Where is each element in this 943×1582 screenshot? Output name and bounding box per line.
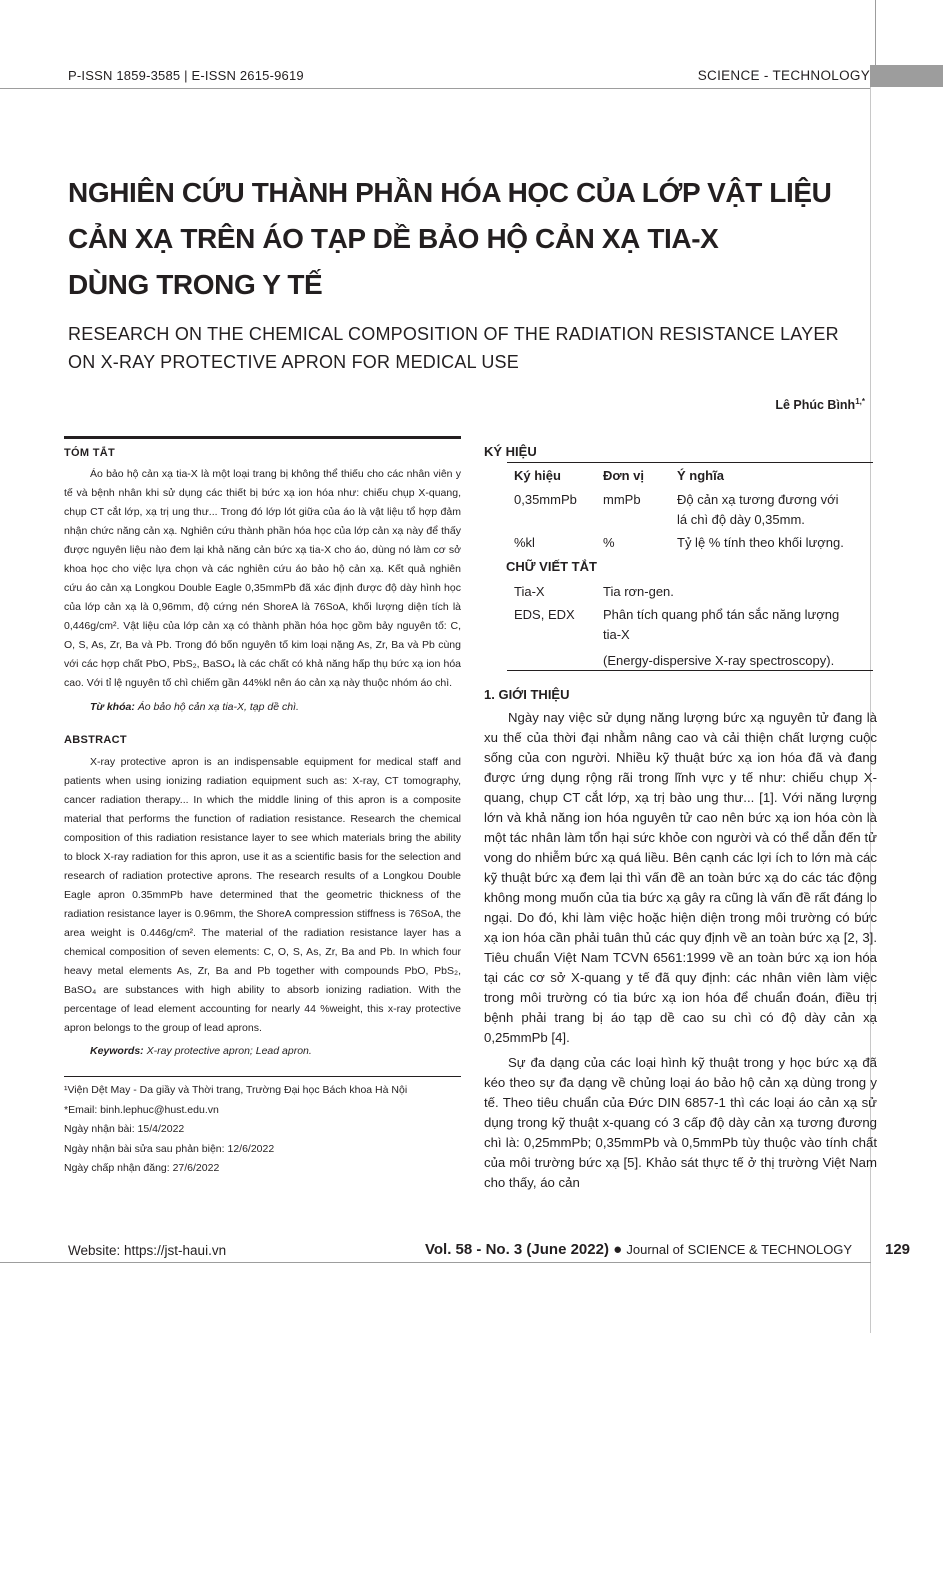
keywords-vi-label: Từ khóa: — [90, 701, 135, 713]
keywords-en-value: X-ray protective apron; Lead apron. — [146, 1045, 312, 1057]
title-en-line: ON X-RAY PROTECTIVE APRON FOR MEDICAL USE — [68, 352, 519, 372]
footnote-received: Ngày nhận bài: 15/4/2022 — [64, 1123, 185, 1135]
abstract-en-text: X-ray protective apron is an indispensable equipment for medical staff and patients when using ionizing radiation equipment such as: X-ray, CT tomography, cancer radiation therapy... In which the middle lining of this apron is a composite material that performs the function of radiation resistance. Research the chemical composition of this radiation resistance layer to see which materials bring the ability to block X-ray radiation for this apron, use it as a scientific basis for the selection and research of radiation protective aprons. The research results of a Longkou Double Eagle apron 0.35mmPb have determined that the geometric thickness of the radiation resistance layer is 0.96mm, the ShoreA compression stiffness is 76SoA, the area weight is 0.446g/cm². The material of the radiation resistance layer has a chemical composition of seven elements: C, O, S, As, Zr, Ba and Pb. In which four heavy metal elements As, Zr, Ba and Pb together with compounds PbO, PbS₂, BaSO₄ are substances with high ability to absorb ionizing radiation. With the percentage of lead element accounting for nearly 44 %weight, this x-ray protective apron belongs to the group of lead aprons. — [64, 756, 461, 1034]
author — [775, 397, 865, 412]
title-english — [68, 320, 848, 376]
footnote-affiliation: ¹Viện Dệt May - Da giầy và Thời trang, Trường Đại học Bách khoa Hà Nội — [64, 1084, 408, 1096]
footer-journal — [425, 1241, 852, 1258]
footer-journal-pre: Journal of — [626, 1242, 684, 1257]
keywords-en-label: Keywords: — [90, 1045, 144, 1057]
symbols-table-rule — [507, 462, 873, 463]
abbr-meaning-line: tia-X — [603, 627, 630, 642]
author-affiliation-mark: 1,* — [855, 397, 865, 406]
abbr-meaning-cell — [603, 605, 839, 671]
meaning-cell — [677, 490, 839, 530]
title-vi-line: DÙNG TRONG Y TẾ — [68, 269, 323, 300]
footer-volume: Vol. 58 - No. 3 (June 2022) — [425, 1241, 609, 1258]
intro-paragraph-1: Ngày nay việc sử dụng năng lượng bức xạ nguyên tử đang là xu thế của thời đại nhằm nâng cao và cải thiện chất lượng cuộc sống của con người. Nhiều kỹ thuật bức xạ ion hóa đã và đang được ứng dụng rộng rãi trong lĩnh vực y tế như: chiếu chụp X-quang, chụp CT cắt lớp, xạ trị bào ung thư... [1]. Với năng lượng lớn và khả năng ion hóa nguyên tử cao nên bức xạ ion hóa còn là một tác nhân làm tổn hại sức khỏe con người và có thể dẫn đến tử vong do nhiễm bức xạ quá liều. Bên cạnh các lợi ích to lớn mà các kỹ thuật bức xạ đem lại thì vấn đề an toàn bức xạ do các tác động không mong muốn của tia bức xạ gây ra cũng là vấn đề rất đáng lo ngại. Do đó, khi làm việc hoặc hiện diện trong môi trường có bức xạ ion hóa cần phải tuân thủ các quy định về an toàn bức xạ [2, 3]. Tiêu chuẩn Việt Nam TCVN 6561:1999 về an toàn bức xạ ion hóa tại các cơ sở X-quang y tế đã quy định: các nhân viên làm việc trong môi trường có tia bức xạ ion hóa để chuẩn đoán, điều trị bệnh phải trang bị áo tạp dề cao su chì có độ dày cản xạ 0,25mmPb [4]. — [484, 710, 877, 1045]
abbr-cell: EDS, EDX — [514, 607, 575, 622]
meaning-cell: Tỷ lệ % tính theo khối lượng. — [677, 535, 844, 550]
abstract-vi-keywords — [64, 698, 461, 717]
section-label: SCIENCE - TECHNOLOGY — [697, 68, 870, 83]
abstract-en-keywords — [64, 1042, 461, 1061]
abbreviations-heading: CHỮ VIẾT TẮT — [506, 559, 597, 574]
header-vertical-line — [875, 0, 876, 66]
abstract-vi-heading: TÓM TẮT — [64, 447, 115, 459]
abstract-vi-text: Áo bảo hộ cản xạ tia-X là một loại trang bị không thể thiếu cho các nhân viên y tế và bệnh nhân khi sử dụng các thiết bị bức xạ ion hóa như: chiếu chụp X-quang, chụp CT cắt lớp, xạ trị ung thư... Trong đó lớp lót giữa của áo là vật liệu tổ hợp đảm nhận chức năng cản xạ. Nghiên cứu thành phần hóa học của lớp cản xạ này để thấy được nguyên liệu nào đem lại khả năng cản bức xạ tia-X cho áo, dùng nó làm cơ sở khoa học cho việc lựa chọn và các nghiên cứu áo bảo hộ cản xạ. Kết quả nghiên cứu áo cản xạ Longkou Double Eagle 0,35mmPb đã xác định được độ dày hình học của lớp cản xạ là 0,96mm, độ cứng nén ShoreA là 76SoA, khối lượng diện tích là 0,446g/cm². Vật liệu của lớp cản xạ có thành phần hóa học gồm bảy nguyên tố: C, O, S, As, Zr, Ba và Pb. Trong đó bốn nguyên tố kim loại nặng As, Zr, Ba và Pb cùng với các hợp chất PbO, PbS₂, BaSO₄ là các chất có khả năng hấp thụ bức xạ ion hóa cao. Với tỉ lệ nguyên tố chì chiếm gần 44%kl nên áo cản xạ này thuộc nhóm áo chì. — [64, 468, 461, 689]
keywords-vi-value: Áo bảo hộ cản xạ tia-X, tạp dề chì. — [137, 701, 299, 713]
meaning-line: lá chì độ dày 0,35mm. — [677, 512, 805, 527]
abbr-meaning-line: Phân tích quang phổ tán sắc năng lượng — [603, 607, 840, 622]
abstract-en-heading: ABSTRACT — [64, 734, 127, 746]
footer-bullet: ● — [613, 1241, 623, 1258]
abbreviations-table-rule — [507, 670, 873, 671]
footer-rule — [0, 1262, 871, 1263]
footnote-revised: Ngày nhận bài sửa sau phản biện: 12/6/2022 — [64, 1142, 275, 1155]
intro-heading: 1. GIỚI THIỆU — [484, 687, 570, 702]
issn-label: P-ISSN 1859-3585 | E-ISSN 2615-9619 — [68, 68, 304, 83]
author-name: Lê Phúc Bình — [775, 398, 856, 413]
symbol-cell: 0,35mmPb — [514, 492, 577, 507]
page-number: 129 — [885, 1241, 911, 1258]
symbol-cell: %kl — [514, 535, 535, 550]
header-gray-tab — [870, 65, 943, 87]
abstract-top-rule — [64, 436, 461, 439]
title-en-line: RESEARCH ON THE CHEMICAL COMPOSITION OF THE RADIATION RESISTANCE LAYER — [68, 324, 839, 344]
symbols-heading: KÝ HIỆU — [484, 444, 537, 459]
abbr-meaning-line: (Energy-dispersive X-ray spectroscopy). — [603, 653, 835, 668]
footnotes — [64, 1081, 461, 1179]
left-column — [64, 436, 461, 1582]
meaning-line: Độ cản xạ tương đương với — [677, 492, 839, 507]
footnote-rule — [64, 1076, 461, 1077]
symbols-col-symbol: Ký hiệu — [514, 468, 561, 483]
title-vietnamese — [68, 170, 848, 308]
title-vi-line: CẢN XẠ TRÊN ÁO TẠP DỀ BẢO HỘ CẢN XẠ TIA-X — [68, 223, 719, 254]
abbr-cell: Tia-X — [514, 584, 545, 599]
footer-journal-name: SCIENCE & TECHNOLOGY — [687, 1242, 853, 1257]
footer-website: Website: https://jst-haui.vn — [68, 1243, 227, 1258]
title-vi-line: NGHIÊN CỨU THÀNH PHẦN HÓA HỌC CỦA LỚP VẬT LIỆU — [68, 177, 832, 208]
intro-paragraph-2: Sự đa dạng của các loại hình kỹ thuật trong y học bức xạ đã kéo theo sự đa dạng về chủng loại áo bảo hộ cản xạ dùng trong y tế. Theo tiêu chuẩn của Đức DIN 6857-1 thì các loại áo cản xạ sử dụng trong kỹ thuật x-quang có 3 cấp độ dày cản xạ tương đương chì là: 0,25mmPb; 0,35mmPb và 0,5mmPb tùy thuộc vào tính chất của môi trường bức xạ [5]. Khảo sát thực tế ở thị trường Việt Nam cho thấy, áo cản — [484, 1055, 877, 1190]
symbols-col-meaning: Ý nghĩa — [677, 468, 724, 483]
symbols-col-unit: Đơn vị — [603, 468, 645, 483]
footnote-email: *Email: binh.lephuc@hust.edu.vn — [64, 1103, 219, 1116]
abbr-meaning-cell: Tia rơn-gen. — [603, 584, 674, 599]
footnote-accepted: Ngày chấp nhận đăng: 27/6/2022 — [64, 1162, 220, 1174]
unit-cell: % — [603, 535, 615, 550]
header-rule — [0, 88, 871, 89]
unit-cell: mmPb — [603, 492, 641, 507]
